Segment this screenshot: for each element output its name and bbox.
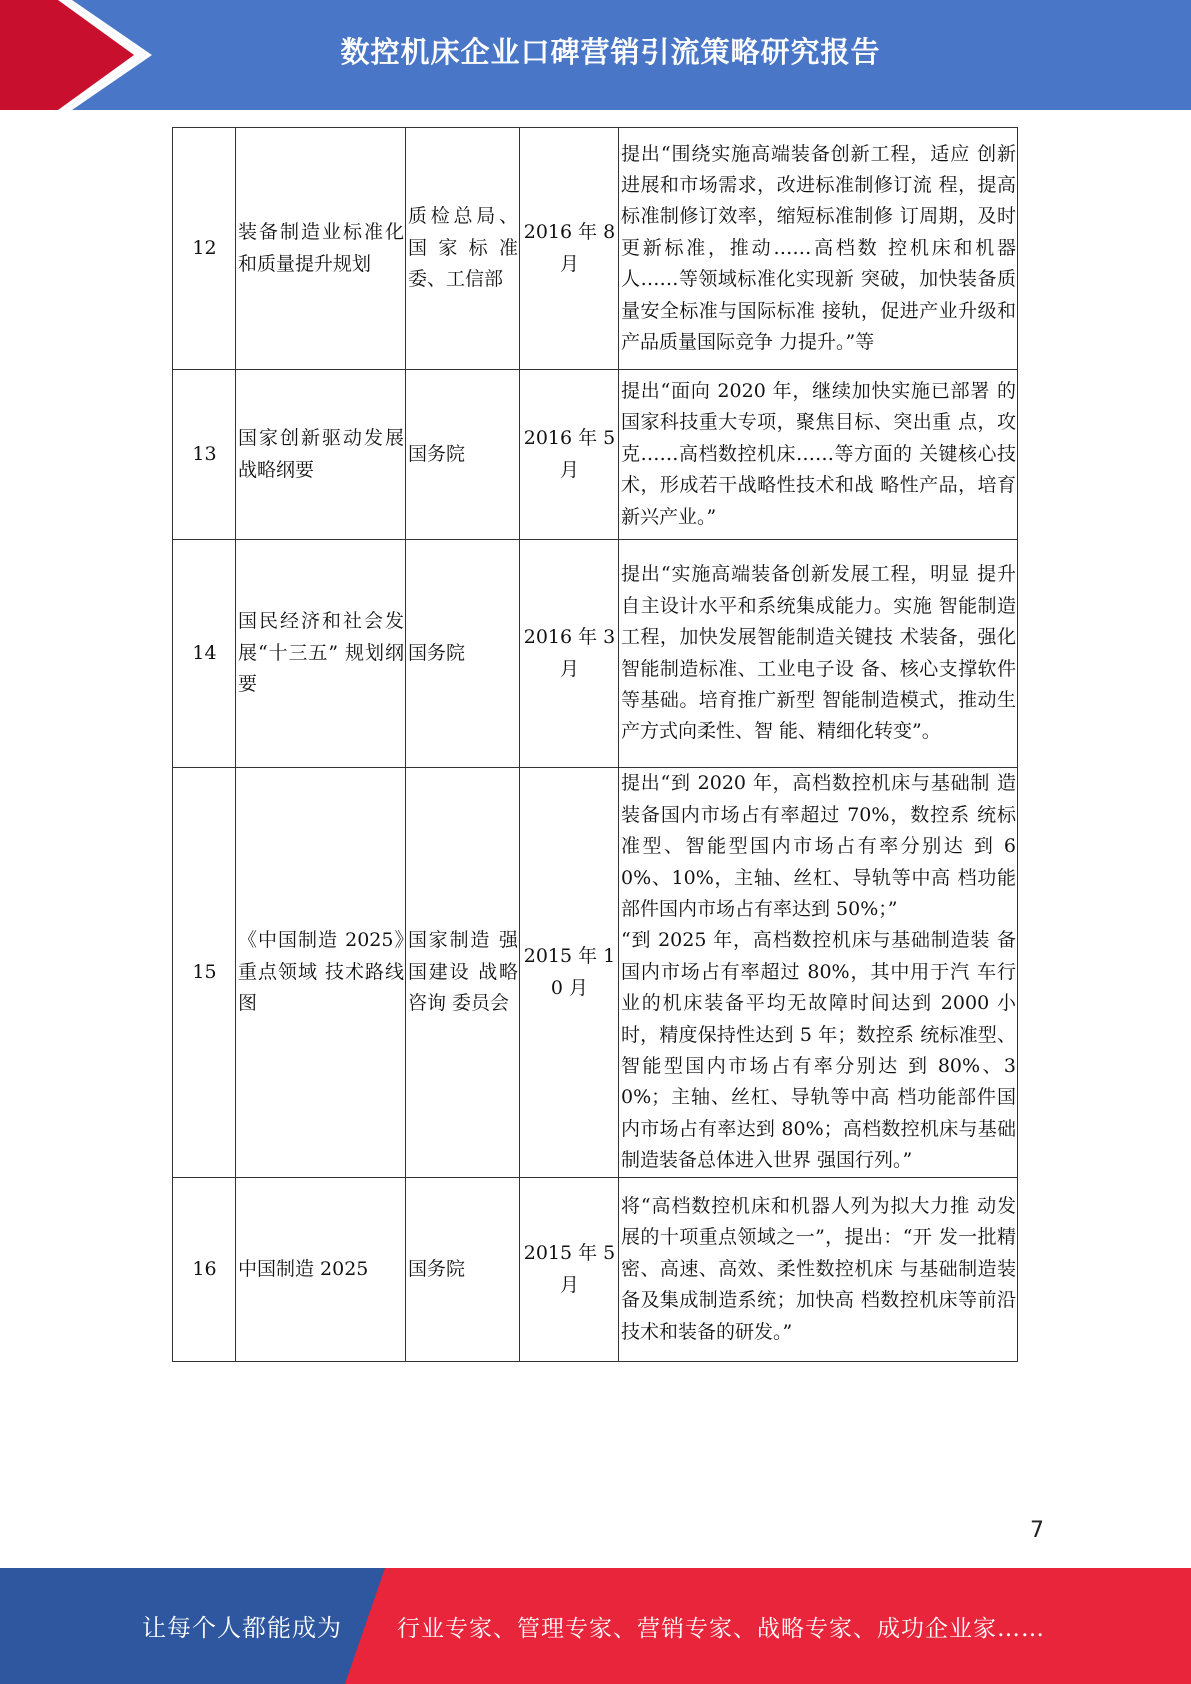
row-number: 13 [173, 370, 236, 540]
table-row [173, 768, 1018, 1178]
row-number: 16 [173, 1178, 236, 1362]
row-number: 15 [173, 768, 236, 1178]
table-row [173, 128, 1018, 370]
row-number: 12 [173, 128, 236, 370]
policy-content-paragraph: 提出“围绕实施高端装备创新工程，适应 创新进展和市场需求，改进标准制修订流 程，提高标准制修订效率，缩短标准制修 订周期，及时更新标准，推动……高档数 控机床和机器人……等领域标准化实现新 突破，加快装备质量安全标准与国际标准 接轨，促进产业升级和产品质量国际竞争 力提升。”等 [621, 142, 1016, 354]
issuing-organization: 国务院 [406, 1178, 520, 1362]
policy-content-paragraph: 将“高档数控机床和机器人列为拟大力推 动发展的十项重点领域之一”，提出：“开 发一批精密、高速、高效、柔性数控机床 与基础制造装备及集成制造系统；加快高 档数控机床等前沿技术和装备的研发。” [621, 1194, 1016, 1343]
table-row [173, 1178, 1018, 1362]
issuing-organization: 国务院 [406, 540, 520, 768]
table-row [173, 370, 1018, 540]
issue-date: 2015 年 5 月 [520, 1178, 619, 1362]
policy-table-body [173, 128, 1018, 1362]
page-header [0, 0, 1191, 110]
policy-name: 装备制造业标准化和质量提升规划 [236, 128, 406, 370]
policy-name: 《中国制造 2025》重点领域 技术路线图 [236, 768, 406, 1178]
policy-table [172, 127, 1018, 1362]
policy-content-paragraph: 提出“实施高端装备创新发展工程，明显 提升自主设计水平和系统集成能力。实施 智能制造工程，加快发展智能制造关键技 术装备，强化智能制造标准、工业电子设 备、核心支撑软件等基础。培育推广新型 智能制造模式，推动生产方式向柔性、智 能、精细化转变”。 [621, 563, 1016, 743]
policy-name: 国家创新驱动发展战略纲要 [236, 370, 406, 540]
footer-slogan-right: 行业专家、管理专家、营销专家、战略专家、成功企业家…… [397, 1616, 1045, 1642]
issuing-organization: 质检总局、国家标准委、工信部 [406, 128, 520, 370]
issuing-organization: 国务院 [406, 370, 520, 540]
issue-date: 2016 年 5 月 [520, 370, 619, 540]
table-row [173, 540, 1018, 768]
row-number: 14 [173, 540, 236, 768]
policy-name: 中国制造 2025 [236, 1178, 406, 1362]
footer-slogan-left: 让每个人都能成为 [142, 1614, 342, 1642]
issue-date: 2016 年 3 月 [520, 540, 619, 768]
issue-date: 2016 年 8 月 [520, 128, 619, 370]
page-title: 数控机床企业口碑营销引流策略研究报告 [340, 34, 881, 69]
policy-content-paragraph: 提出“面向 2020 年，继续加快实施已部署 的国家科技重大专项，聚焦目标、突出重 点，攻克……高档数控机床……等方面的 关键核心技术，形成若干战略性技术和战 略性产品，培育新兴产业。” [621, 379, 1016, 528]
policy-name: 国民经济和社会发展“十三五” 规划纲要 [236, 540, 406, 768]
policy-content [619, 128, 1018, 370]
issue-date: 2015 年 10 月 [520, 768, 619, 1178]
page-number: 7 [1030, 1518, 1044, 1543]
issuing-organization: 国家制造 强国建设 战略咨询 委员会 [406, 768, 520, 1178]
policy-content [619, 540, 1018, 768]
policy-content [619, 768, 1018, 1178]
policy-content-paragraph: 提出“到 2020 年，高档数控机床与基础制 造装备国内市场占有率超过 70%，数控系 统标准型、智能型国内市场占有率分别达 到 60%、10%，主轴、丝杠、导轨等中高 档功能部件国内市场占有率达到 50%；” [621, 772, 1016, 920]
policy-content [619, 1178, 1018, 1362]
policy-content-paragraph: “到 2025 年，高档数控机床与基础制造装 备国内市场占有率超过 80%，其中用于汽 车行业的机床装备平均无故障时间达到 2000 小时，精度保持性达到 5 年；数控系 统标准型、智能型国内市场占有率分别达 到 80%、30%；主轴、丝杠、导轨等中高 档功能部件国内市场占有率达到 80%；高档数控机床与基础制造装备总体进入世界 强国行列。” [621, 929, 1016, 1172]
policy-content [619, 370, 1018, 540]
